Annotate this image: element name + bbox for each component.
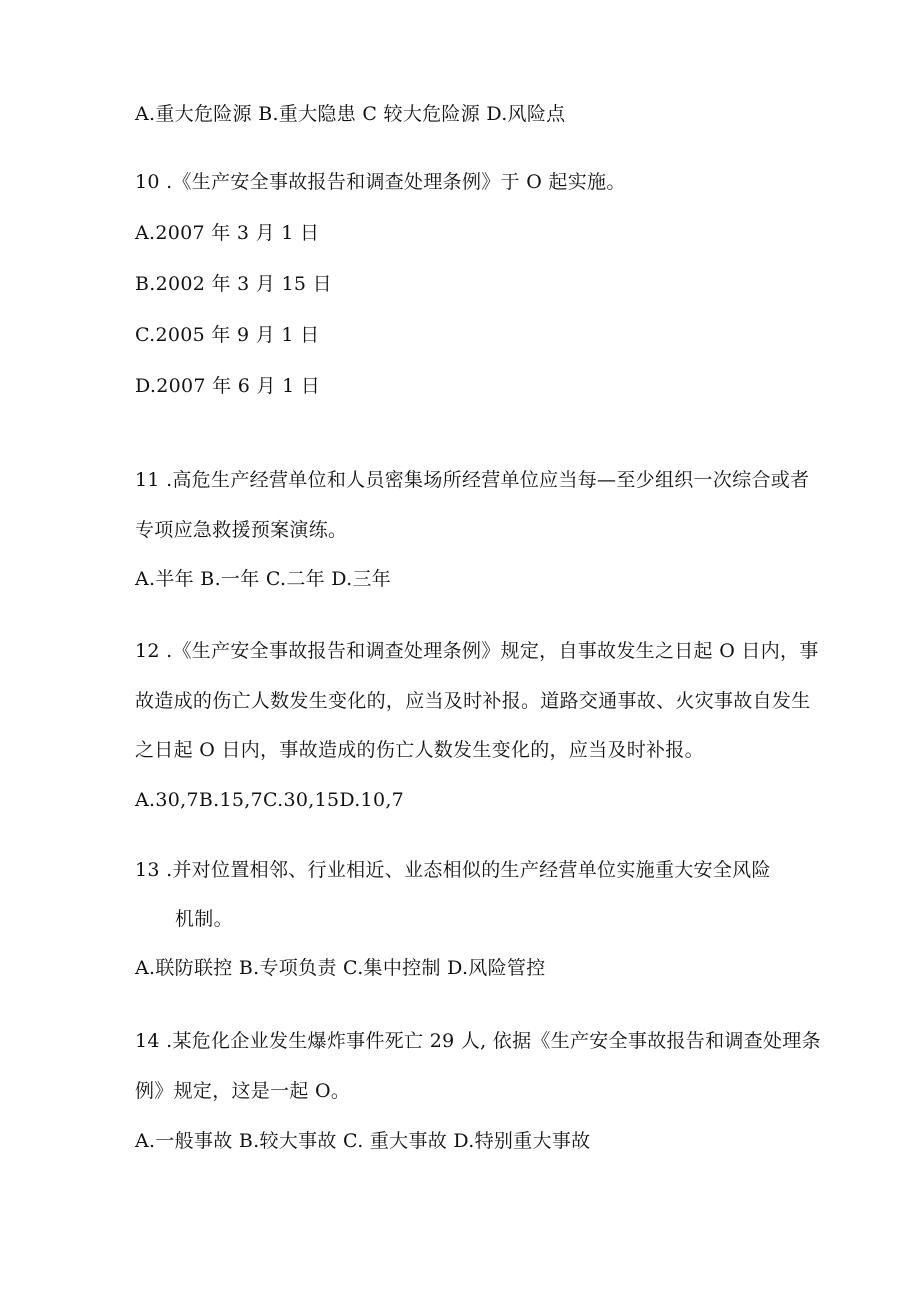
q13-options: A.联防联控 B.专项负责 C.集中控制 D.风险管控 <box>135 957 546 979</box>
q11-stem-line2: 专项应急救援预案演练。 <box>135 519 348 541</box>
q11-stem-line1: 11 .高危生产经营单位和人员密集场所经营单位应当每—至少组织一次综合或者 <box>135 469 810 491</box>
q13-stem-line1: 13 .并对位置相邻、行业相近、业态相似的生产经营单位实施重大安全风险 <box>135 859 771 881</box>
q11-options: A.半年 B.一年 C.二年 D.三年 <box>135 568 392 590</box>
q10-option-c: C.2005 年 9 月 1 日 <box>135 324 320 346</box>
q10-option-a: A.2007 年 3 月 1 日 <box>135 222 320 244</box>
q14-options: A.一般事故 B.较大事故 C. 重大事故 D.特别重大事故 <box>135 1130 591 1152</box>
q12-options: A.30,7B.15,7C.30,15D.10,7 <box>135 789 405 811</box>
q9-options: A.重大危险源 B.重大隐患 C 较大危险源 D.风险点 <box>135 103 566 125</box>
q10-option-b: B.2002 年 3 月 15 日 <box>135 273 332 295</box>
q14-stem-line2: 例》规定，这是一起 O。 <box>135 1080 351 1102</box>
q13-stem-line2: 机制。 <box>175 908 233 930</box>
q12-stem-line3: 之日起 O 日内，事故造成的伤亡人数发生变化的，应当及时补报。 <box>135 739 704 761</box>
q10-option-d: D.2007 年 6 月 1 日 <box>135 375 321 397</box>
q14-stem-line1: 14 .某危化企业发生爆炸事件死亡 29 人, 依据《生产安全事故报告和调查处理条 <box>135 1030 821 1052</box>
q12-stem-line2: 故造成的伤亡人数发生变化的，应当及时补报。道路交通事故、火灾事故自发生 <box>135 690 811 712</box>
q10-stem: 10 .《生产安全事故报告和调查处理条例》于 O 起实施。 <box>135 171 626 193</box>
q12-stem-line1: 12 .《生产安全事故报告和调查处理条例》规定，自事故发生之日起 O 日内，事 <box>135 640 819 662</box>
